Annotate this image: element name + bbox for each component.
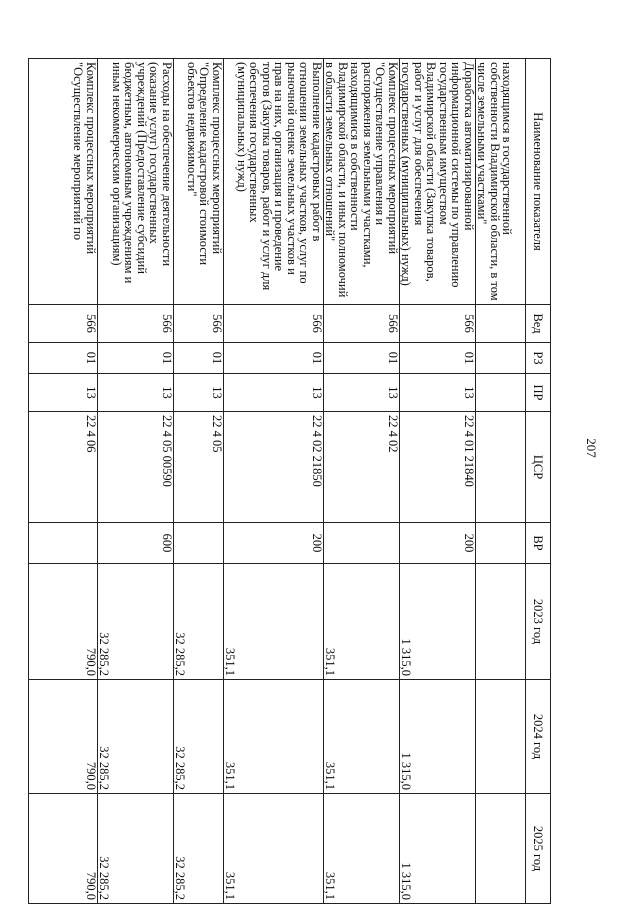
row-rz xyxy=(476,343,526,374)
row-vr xyxy=(324,523,400,564)
col-header-rz: РЗ xyxy=(526,343,551,374)
row-2023: 1 315,0 xyxy=(400,564,476,680)
row-csr: 22 4 02 21850 xyxy=(224,412,324,523)
row-ved: 566 xyxy=(400,305,476,343)
table-row xyxy=(224,59,324,904)
row-ved: 566 xyxy=(174,305,224,343)
col-header-csr: ЦСР xyxy=(526,412,551,523)
table-row xyxy=(476,59,526,904)
row-ved: 566 xyxy=(224,305,324,343)
row-name: Комплекс процессных мероприятий "Осуществление мероприятий по xyxy=(29,59,98,305)
row-2025: 790,0 xyxy=(29,794,98,904)
row-2023: 790,0 xyxy=(29,564,98,680)
row-name: находящимся в государственной собственности Владимирской области, в том числе земельными участками" xyxy=(476,59,526,305)
row-2024: 1 315,0 xyxy=(400,680,476,794)
row-vr: 200 xyxy=(400,523,476,564)
row-2024: 351,1 xyxy=(324,680,400,794)
page-number: 207 xyxy=(584,438,599,458)
row-pr: 13 xyxy=(324,374,400,412)
row-vr xyxy=(476,523,526,564)
col-header-name: Наименование показателя xyxy=(526,59,551,305)
row-csr xyxy=(476,412,526,523)
row-ved: 566 xyxy=(29,305,98,343)
row-2024: 790,0 xyxy=(29,680,98,794)
row-ved: 566 xyxy=(98,305,174,343)
row-vr: 600 xyxy=(98,523,174,564)
row-ved: 566 xyxy=(324,305,400,343)
row-pr: 13 xyxy=(224,374,324,412)
row-2023: 32 285,2 xyxy=(98,564,174,680)
row-rz: 01 xyxy=(98,343,174,374)
row-2025: 1 315,0 xyxy=(400,794,476,904)
table-row xyxy=(29,59,98,904)
row-name: Комплекс процессных мероприятий "Осуществление управления и распоряжения земельными участками, находящимися в собственности Владимирской области, и иных полномочий в области земельных отношений" xyxy=(324,59,400,305)
row-rz: 01 xyxy=(324,343,400,374)
row-2024: 32 285,2 xyxy=(174,680,224,794)
row-ved xyxy=(476,305,526,343)
table-row xyxy=(174,59,224,904)
row-2024: 32 285,2 xyxy=(98,680,174,794)
row-pr: 13 xyxy=(29,374,98,412)
row-rz: 01 xyxy=(224,343,324,374)
row-2025: 32 285,2 xyxy=(98,794,174,904)
row-2025 xyxy=(476,794,526,904)
col-header-2024: 2024 год xyxy=(526,680,551,794)
row-name: Выполнение кадастровых работ в отношении земельных участков, услуг по рыночной оценке земельных участков и прав на них, организация и проведение торгов (Закупка товаров, работ и услуг для обеспечения государственных (муниципальных) нужд) xyxy=(224,59,324,305)
row-rz: 01 xyxy=(29,343,98,374)
table-row xyxy=(98,59,174,904)
row-2023: 351,1 xyxy=(324,564,400,680)
row-pr xyxy=(476,374,526,412)
row-csr: 22 4 02 xyxy=(324,412,400,523)
row-pr: 13 xyxy=(400,374,476,412)
row-csr: 22 4 01 21840 xyxy=(400,412,476,523)
col-header-2025: 2025 год xyxy=(526,794,551,904)
row-csr: 22 4 06 xyxy=(29,412,98,523)
row-pr: 13 xyxy=(174,374,224,412)
row-rz: 01 xyxy=(400,343,476,374)
row-csr: 22 4 05 00590 xyxy=(98,412,174,523)
row-2025: 32 285,2 xyxy=(174,794,224,904)
table-header-row xyxy=(526,59,551,904)
col-header-vr: ВР xyxy=(526,523,551,564)
col-header-pr: ПР xyxy=(526,374,551,412)
row-2023: 351,1 xyxy=(224,564,324,680)
col-header-ved: Вед xyxy=(526,305,551,343)
table-row xyxy=(400,59,476,904)
row-rz: 01 xyxy=(174,343,224,374)
row-vr xyxy=(174,523,224,564)
row-2024: 351,1 xyxy=(224,680,324,794)
col-header-2023: 2023 год xyxy=(526,564,551,680)
row-name: Расходы на обеспечение деятельности (оказание услуг) государственных учреждений (Предоставление субсидий бюджетным, автономным учреждениям и иным некоммерческим организациям) xyxy=(98,59,174,305)
row-2025: 351,1 xyxy=(324,794,400,904)
row-csr: 22 4 05 xyxy=(174,412,224,523)
row-vr xyxy=(29,523,98,564)
row-2023: 32 285,2 xyxy=(174,564,224,680)
row-2024 xyxy=(476,680,526,794)
budget-table xyxy=(28,58,551,904)
rotated-table-container xyxy=(31,58,551,903)
row-name: Доработка автоматизированной информационной системы по управлению государственным имуществом Владимирской области (Закупка товаров, работ и услуг для обеспечения государственных (муниципальных) нужд) xyxy=(400,59,476,305)
row-name: Комплекс процессных мероприятий "Определение кадастровой стоимости объектов недвижимости" xyxy=(174,59,224,305)
row-pr: 13 xyxy=(98,374,174,412)
row-2025: 351,1 xyxy=(224,794,324,904)
row-2023 xyxy=(476,564,526,680)
table-row xyxy=(324,59,400,904)
row-vr: 200 xyxy=(224,523,324,564)
